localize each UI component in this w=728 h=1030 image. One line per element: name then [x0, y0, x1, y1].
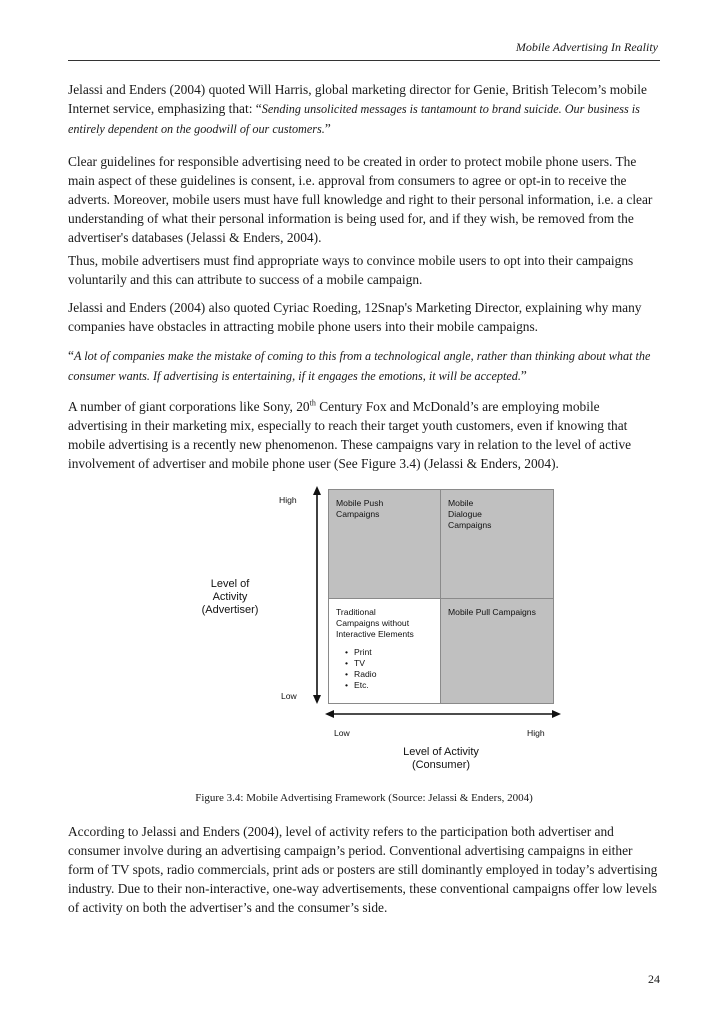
traditional-media-list	[345, 647, 376, 691]
quadrant-label: Campaigns	[448, 520, 492, 530]
paragraph-roeding-quote	[68, 346, 660, 386]
paragraph-guidelines: Clear guidelines for responsible advertising need to be created in order to protect mobile phone users. The main aspect of these guidelines is consent, i.e. approval from consumers to agree or opt-in to receive the adverts. Moreover, mobile users must have full knowledge and right to their personal information, i.e. a clear understanding of what their personal information is being used for, and if they wish, be removed from the advertiser's databases (Jelassi & Enders, 2004).	[68, 154, 653, 245]
y-axis-arrow-down	[313, 695, 321, 704]
block-quote: A lot of companies make the mistake of coming to this from a technological angle, rather than thinking about what the consumer wants. If advertising is entertaining, if it engages the emotions, it will be accepted.	[68, 349, 651, 383]
paragraph-corporations	[68, 397, 660, 473]
quadrant-label: Interactive Elements	[336, 629, 414, 639]
quote-close: ”	[324, 121, 331, 136]
y-axis-low-label: Low	[281, 691, 297, 701]
axis-title-line: Activity	[212, 591, 248, 603]
superscript: th	[309, 398, 316, 408]
quote-open: “	[68, 348, 74, 363]
quadrant-label: Campaigns without	[336, 618, 410, 628]
x-axis-title	[376, 746, 506, 772]
paragraph-harris-quote	[68, 80, 660, 139]
quadrant-label: Mobile	[448, 498, 474, 508]
quadrant-label: Mobile Pull Campaigns	[448, 607, 536, 617]
running-header: Mobile Advertising In Reality	[515, 40, 658, 54]
page-number: 24	[648, 972, 660, 986]
x-axis-arrow-left	[325, 710, 334, 718]
paragraph-text: A number of giant corporations like Sony, 20	[68, 399, 310, 414]
quadrant-mobile-pull	[440, 598, 554, 704]
axis-title-line: (Consumer)	[411, 759, 471, 771]
paragraph-level-of-activity: According to Jelassi and Enders (2004), level of activity refers to the participation both advertiser and consumer involve during an advertising campaign’s period. Conventional advertising campaigns in either form of TV spots, radio commercials, print ads or posters are still dominantly employed in today’s advertising industry. Due to their non-interactive, one-way advertisements, these conventional campaigns offer low levels of activity on both the advertiser’s and the consumer’s side.	[68, 824, 658, 915]
quadrant-traditional	[328, 598, 441, 704]
quadrant-mobile-push	[328, 489, 441, 599]
quadrant-mobile-dialogue	[440, 489, 554, 599]
figure-caption: Figure 3.4: Mobile Advertising Framework (Source: Jelassi & Enders, 2004)	[195, 792, 533, 804]
quadrant-label: Mobile Push	[336, 498, 384, 508]
header-rule	[68, 60, 660, 61]
paragraph-text: Jelassi and Enders (2004) quoted Will Harris, global marketing director for Genie, British Telecom’s mobile Internet service, emphasizing that: “	[68, 82, 647, 116]
list-item: • Print	[345, 647, 376, 658]
paragraph-opt-in: Thus, mobile advertisers must find appropriate ways to convince mobile users to opt into their campaigns voluntarily and this can attribute to success of a mobile campaign.	[68, 253, 634, 287]
axis-title-line: Level of	[210, 578, 250, 590]
quote-close: ”	[520, 368, 527, 383]
paragraph-text: Century Fox and McDonald’s are employing mobile advertising in their marketing mix, especially to reach their target youth customers, even if knowing that mobile advertising is a recently new phenomenon. These campaigns vary in relation to the level of active involvement of advertiser and mobile phone user (See Figure 3.4) (Jelassi & Enders, 2004).	[68, 399, 632, 471]
x-axis-high-label: High	[527, 728, 545, 738]
y-axis-high-label: High	[279, 495, 297, 505]
quadrant-label: Traditional	[336, 607, 376, 617]
inline-quote: Sending unsolicited messages is tantamount to brand suicide. Our business is entirely dependent on the goodwill of our customers.	[68, 102, 640, 136]
y-axis-title	[155, 578, 305, 617]
paragraph-roeding: Jelassi and Enders (2004) also quoted Cyriac Roeding, 12Snap's Marketing Director, explaining why many companies have obstacles in attracting mobile phone users into their mobile campaigns.	[68, 300, 642, 334]
x-axis-low-label: Low	[334, 728, 350, 738]
quadrant-label: Campaigns	[336, 509, 380, 519]
y-axis-arrow-up	[313, 486, 321, 495]
x-axis-arrow-right	[552, 710, 561, 718]
mobile-advertising-framework-figure	[165, 482, 565, 782]
axis-title-line: (Advertiser)	[201, 604, 259, 616]
list-item: • Radio	[345, 669, 376, 680]
list-item: • Etc.	[345, 680, 376, 691]
axis-title-line: Level of Activity	[403, 746, 479, 758]
list-item: • TV	[345, 658, 376, 669]
quadrant-label: Dialogue	[448, 509, 482, 519]
